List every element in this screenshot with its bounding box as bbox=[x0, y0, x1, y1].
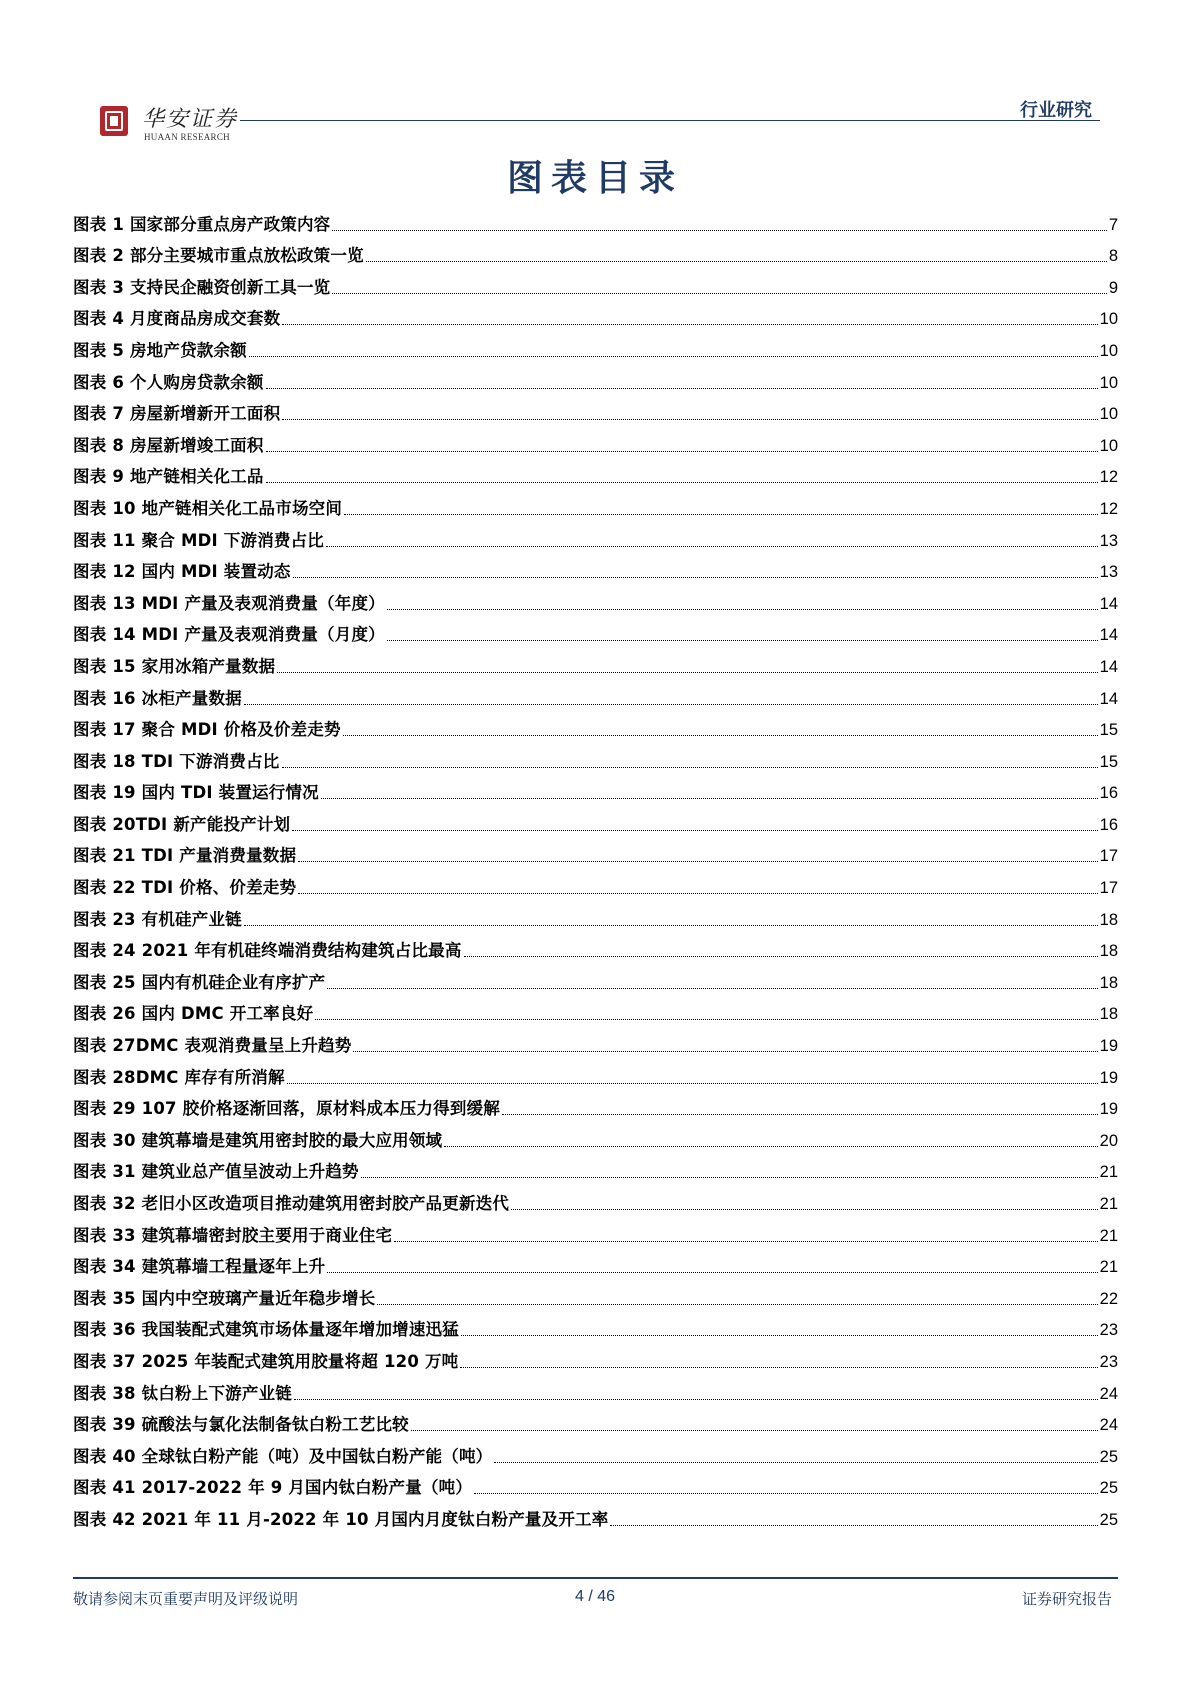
toc-entry[interactable] bbox=[73, 1315, 1118, 1347]
toc-entry[interactable] bbox=[73, 1441, 1118, 1473]
toc-entry-label: 图表 11 聚合 MDI 下游消费占比 bbox=[73, 530, 324, 550]
toc-dot-leader bbox=[287, 1083, 1098, 1084]
toc-entry-label: 图表 4 月度商品房成交套数 bbox=[73, 309, 281, 329]
toc-entry[interactable] bbox=[73, 1346, 1118, 1378]
toc-entry-label: 图表 5 房地产贷款余额 bbox=[73, 340, 247, 360]
toc-dot-leader bbox=[464, 956, 1098, 957]
toc-dot-leader bbox=[610, 1525, 1097, 1526]
toc-dot-leader bbox=[244, 925, 1098, 926]
toc-entry-label: 图表 3 支持民企融资创新工具一览 bbox=[73, 277, 331, 297]
toc-entry-label: 图表 32 老旧小区改造项目推动建筑用密封胶产品更新迭代 bbox=[73, 1194, 510, 1213]
toc-entry[interactable] bbox=[73, 588, 1118, 620]
toc-entry[interactable] bbox=[73, 1378, 1118, 1410]
toc-entry-label: 图表 41 2017-2022 年 9 月国内钛白粉产量（吨） bbox=[73, 1478, 473, 1498]
toc-entry-label: 图表 19 国内 TDI 装置运行情况 bbox=[73, 783, 319, 803]
toc-entry-page: 22 bbox=[1099, 1289, 1118, 1308]
toc-entry-page: 17 bbox=[1099, 847, 1118, 866]
toc-entry-page: 15 bbox=[1099, 721, 1118, 740]
toc-entry-page: 14 bbox=[1099, 594, 1118, 613]
toc-dot-leader bbox=[343, 735, 1098, 736]
logo-text-cn: 华安证券 bbox=[142, 107, 239, 132]
toc-entry-label: 图表 7 房屋新增新开工面积 bbox=[73, 404, 281, 424]
toc-dot-leader bbox=[294, 1399, 1098, 1400]
toc-dot-leader bbox=[249, 356, 1098, 357]
toc-dot-leader bbox=[266, 451, 1098, 452]
toc-entry-label: 图表 21 TDI 产量消费量数据 bbox=[73, 846, 297, 866]
toc-entry-label: 图表 22 TDI 价格、价差走势 bbox=[73, 878, 297, 898]
toc-entry-label: 图表 42 2021 年 11 月-2022 年 10 月国内月度钛白粉产量及开工率 bbox=[73, 1509, 609, 1529]
toc-entry-label: 图表 2 部分主要城市重点放松政策一览 bbox=[73, 246, 364, 266]
toc-entry-label: 图表 40 全球钛白粉产能（吨）及中国钛白粉产能（吨） bbox=[73, 1446, 493, 1466]
toc-entry-page: 18 bbox=[1099, 942, 1118, 961]
toc-entry[interactable] bbox=[73, 715, 1118, 747]
toc-dot-leader bbox=[394, 1241, 1097, 1242]
toc-entry-page: 24 bbox=[1099, 1416, 1118, 1435]
toc-dot-leader bbox=[332, 230, 1106, 231]
toc-dot-leader bbox=[332, 293, 1106, 294]
toc-dot-leader bbox=[298, 861, 1097, 862]
toc-dot-leader bbox=[502, 1114, 1098, 1115]
toc-dot-leader bbox=[327, 1272, 1097, 1273]
toc-entry-page: 25 bbox=[1099, 1447, 1118, 1466]
toc-entry-label: 图表 1 国家部分重点房产政策内容 bbox=[73, 214, 331, 234]
toc-entry[interactable] bbox=[73, 1504, 1118, 1536]
toc-dot-leader bbox=[326, 546, 1098, 547]
toc-entry-page: 23 bbox=[1099, 1321, 1118, 1340]
toc-entry-label: 图表 10 地产链相关化工品市场空间 bbox=[73, 498, 343, 518]
toc-entry-page: 10 bbox=[1099, 310, 1118, 329]
toc-entry-page: 25 bbox=[1099, 1510, 1118, 1529]
toc-entry-page: 15 bbox=[1099, 752, 1118, 771]
toc-entry[interactable] bbox=[73, 809, 1118, 841]
toc-entry-label: 图表 25 国内有机硅企业有序扩产 bbox=[73, 972, 326, 992]
toc-entry[interactable] bbox=[73, 335, 1118, 367]
toc-entry-label: 图表 6 个人购房贷款余额 bbox=[73, 372, 264, 392]
toc-entry-label: 图表 15 家用冰箱产量数据 bbox=[73, 656, 276, 676]
toc-entry[interactable] bbox=[73, 1157, 1118, 1189]
report-category: 行业研究 bbox=[1020, 100, 1092, 121]
toc-entry[interactable] bbox=[73, 967, 1118, 999]
toc-entry-page: 10 bbox=[1099, 436, 1118, 455]
toc-entry-label: 图表 31 建筑业总产值呈波动上升趋势 bbox=[73, 1162, 359, 1182]
footer-disclaimer: 敬请参阅末页重要声明及评级说明 bbox=[73, 1590, 299, 1608]
toc-entry-label: 图表 33 建筑幕墙密封胶主要用于商业住宅 bbox=[73, 1225, 393, 1245]
toc-entry-label: 图表 9 地产链相关化工品 bbox=[73, 467, 264, 487]
toc-dot-leader bbox=[315, 1019, 1097, 1020]
toc-entry-label: 图表 17 聚合 MDI 价格及价差走势 bbox=[73, 720, 341, 740]
toc-entry-page: 24 bbox=[1099, 1384, 1118, 1403]
toc-entry[interactable] bbox=[73, 1125, 1118, 1157]
toc-entry[interactable] bbox=[73, 493, 1118, 525]
toc-entry[interactable] bbox=[73, 1252, 1118, 1284]
toc-entry-page: 12 bbox=[1099, 468, 1118, 487]
toc-dot-leader bbox=[327, 988, 1097, 989]
toc-entry-page: 18 bbox=[1099, 910, 1118, 929]
toc-entry-page: 14 bbox=[1099, 657, 1118, 676]
toc-entry[interactable] bbox=[73, 304, 1118, 336]
toc-entry-label: 图表 34 建筑幕墙工程量逐年上升 bbox=[73, 1257, 326, 1277]
page-title: 图表目录 bbox=[506, 158, 683, 199]
toc-entry[interactable] bbox=[73, 683, 1118, 715]
toc-dot-leader bbox=[361, 1177, 1098, 1178]
toc-dot-leader bbox=[293, 577, 1098, 578]
toc-entry-label: 图表 29 107 胶价格逐渐回落，原材料成本压力得到缓解 bbox=[73, 1099, 500, 1119]
toc-entry-page: 18 bbox=[1099, 1005, 1118, 1024]
toc-entry[interactable] bbox=[73, 746, 1118, 778]
toc-entry-page: 20 bbox=[1099, 1131, 1118, 1150]
toc-dot-leader bbox=[266, 388, 1098, 389]
toc-entry[interactable] bbox=[73, 620, 1118, 652]
toc-entry-page: 25 bbox=[1099, 1479, 1118, 1498]
toc-dot-leader bbox=[282, 324, 1097, 325]
toc-entry-label: 图表 13 MDI 产量及表观消费量（年度） bbox=[73, 593, 385, 613]
toc-entry-label: 图表 37 2025 年装配式建筑用胶量将超 120 万吨 bbox=[73, 1351, 459, 1371]
toc-dot-leader bbox=[411, 1430, 1098, 1431]
toc-entry-page: 12 bbox=[1099, 499, 1118, 518]
toc-entry-page: 21 bbox=[1099, 1163, 1118, 1182]
toc-entry-label: 图表 30 建筑幕墙是建筑用密封胶的最大应用领域 bbox=[73, 1130, 443, 1150]
toc-entry[interactable] bbox=[73, 778, 1118, 810]
toc-entry-label: 图表 18 TDI 下游消费占比 bbox=[73, 751, 280, 771]
toc-entry-label: 图表 27DMC 表观消费量呈上升趋势 bbox=[73, 1036, 352, 1056]
toc-dot-leader bbox=[277, 672, 1097, 673]
toc-entry-page: 10 bbox=[1099, 405, 1118, 424]
toc-entry-page: 17 bbox=[1099, 879, 1118, 898]
toc-entry-page: 19 bbox=[1099, 1068, 1118, 1087]
toc-entry-page: 23 bbox=[1099, 1352, 1118, 1371]
toc-entry[interactable] bbox=[73, 241, 1118, 273]
toc-entry[interactable] bbox=[73, 904, 1118, 936]
toc-entry-page: 10 bbox=[1099, 373, 1118, 392]
toc-entry-page: 16 bbox=[1099, 815, 1118, 834]
toc-entry[interactable] bbox=[73, 525, 1118, 557]
toc-entry-page: 19 bbox=[1099, 1100, 1118, 1119]
logo-text-en: HUAAN RESEARCH bbox=[144, 132, 230, 142]
toc-entry[interactable] bbox=[73, 1188, 1118, 1220]
toc-entry-label: 图表 39 硫酸法与氯化法制备钛白粉工艺比较 bbox=[73, 1415, 409, 1435]
toc-entry-page: 14 bbox=[1099, 689, 1118, 708]
toc-entry[interactable] bbox=[73, 872, 1118, 904]
footer-page-number: 4 / 46 bbox=[574, 1588, 616, 1605]
toc-dot-leader bbox=[298, 893, 1097, 894]
toc-dot-leader bbox=[444, 1146, 1097, 1147]
toc-entry-page: 13 bbox=[1099, 563, 1118, 582]
toc-dot-leader bbox=[511, 1209, 1098, 1210]
toc-entry-page: 18 bbox=[1099, 973, 1118, 992]
toc-entry-page: 19 bbox=[1099, 1037, 1118, 1056]
figure-table-of-contents bbox=[73, 209, 1118, 1536]
toc-entry[interactable] bbox=[73, 651, 1118, 683]
toc-entry[interactable] bbox=[73, 1473, 1118, 1505]
toc-entry[interactable] bbox=[73, 1410, 1118, 1442]
toc-entry-label: 图表 36 我国装配式建筑市场体量逐年增加增速迅猛 bbox=[73, 1320, 459, 1340]
toc-entry[interactable] bbox=[73, 1030, 1118, 1062]
toc-dot-leader bbox=[321, 798, 1098, 799]
toc-entry-label: 图表 23 有机硅产业链 bbox=[73, 909, 242, 929]
toc-entry[interactable] bbox=[73, 399, 1118, 431]
toc-dot-leader bbox=[494, 1462, 1097, 1463]
toc-dot-leader bbox=[461, 1335, 1098, 1336]
toc-entry-label: 图表 35 国内中空玻璃产量近年稳步增长 bbox=[73, 1288, 376, 1308]
huaan-logo-seal-icon bbox=[100, 106, 128, 136]
toc-dot-leader bbox=[474, 1493, 1098, 1494]
footer-divider bbox=[73, 1577, 1118, 1579]
toc-dot-leader bbox=[353, 1051, 1097, 1052]
toc-dot-leader bbox=[344, 514, 1098, 515]
toc-entry-page: 13 bbox=[1099, 531, 1118, 550]
footer-report-type: 证券研究报告 bbox=[1021, 1590, 1112, 1608]
toc-entry[interactable] bbox=[73, 367, 1118, 399]
toc-entry-label: 图表 12 国内 MDI 装置动态 bbox=[73, 562, 291, 582]
toc-entry-label: 图表 16 冰柜产量数据 bbox=[73, 688, 242, 708]
toc-dot-leader bbox=[282, 767, 1098, 768]
page-header bbox=[90, 98, 1100, 148]
toc-entry[interactable] bbox=[73, 999, 1118, 1031]
toc-entry[interactable] bbox=[73, 462, 1118, 494]
toc-entry[interactable] bbox=[73, 209, 1118, 241]
toc-dot-leader bbox=[366, 261, 1107, 262]
toc-entry-page: 8 bbox=[1108, 247, 1118, 266]
toc-dot-leader bbox=[387, 640, 1098, 641]
toc-entry[interactable] bbox=[73, 1220, 1118, 1252]
toc-dot-leader bbox=[244, 704, 1098, 705]
toc-entry-page: 21 bbox=[1099, 1226, 1118, 1245]
toc-entry-page: 21 bbox=[1099, 1195, 1118, 1213]
toc-entry[interactable] bbox=[73, 272, 1118, 304]
toc-entry-label: 图表 26 国内 DMC 开工率良好 bbox=[73, 1004, 314, 1024]
toc-dot-leader bbox=[460, 1367, 1097, 1368]
toc-entry-page: 9 bbox=[1108, 278, 1118, 297]
toc-entry[interactable] bbox=[73, 1283, 1118, 1315]
toc-dot-leader bbox=[387, 609, 1098, 610]
toc-dot-leader bbox=[282, 419, 1097, 420]
toc-entry-page: 14 bbox=[1099, 626, 1118, 645]
toc-entry-page: 7 bbox=[1108, 215, 1118, 234]
toc-entry-label: 图表 24 2021 年有机硅终端消费结构建筑占比最高 bbox=[73, 941, 462, 961]
toc-entry[interactable] bbox=[73, 1062, 1118, 1094]
toc-entry[interactable] bbox=[73, 841, 1118, 873]
toc-entry-page: 10 bbox=[1099, 341, 1118, 360]
toc-entry-page: 21 bbox=[1099, 1258, 1118, 1277]
toc-entry-page: 16 bbox=[1099, 784, 1118, 803]
toc-entry-label: 图表 8 房屋新增竣工面积 bbox=[73, 435, 264, 455]
toc-entry[interactable] bbox=[73, 430, 1118, 462]
toc-entry[interactable] bbox=[73, 936, 1118, 968]
toc-entry[interactable] bbox=[73, 557, 1118, 589]
toc-dot-leader bbox=[292, 830, 1097, 831]
toc-entry-label: 图表 20TDI 新产能投产计划 bbox=[73, 814, 291, 834]
toc-entry-label: 图表 28DMC 库存有所消解 bbox=[73, 1067, 285, 1087]
toc-dot-leader bbox=[266, 482, 1098, 483]
toc-entry-label: 图表 38 钛白粉上下游产业链 bbox=[73, 1383, 292, 1403]
header-divider bbox=[240, 120, 1100, 121]
toc-dot-leader bbox=[377, 1304, 1097, 1305]
toc-entry[interactable] bbox=[73, 1094, 1118, 1126]
toc-entry-label: 图表 14 MDI 产量及表观消费量（月度） bbox=[73, 625, 385, 645]
